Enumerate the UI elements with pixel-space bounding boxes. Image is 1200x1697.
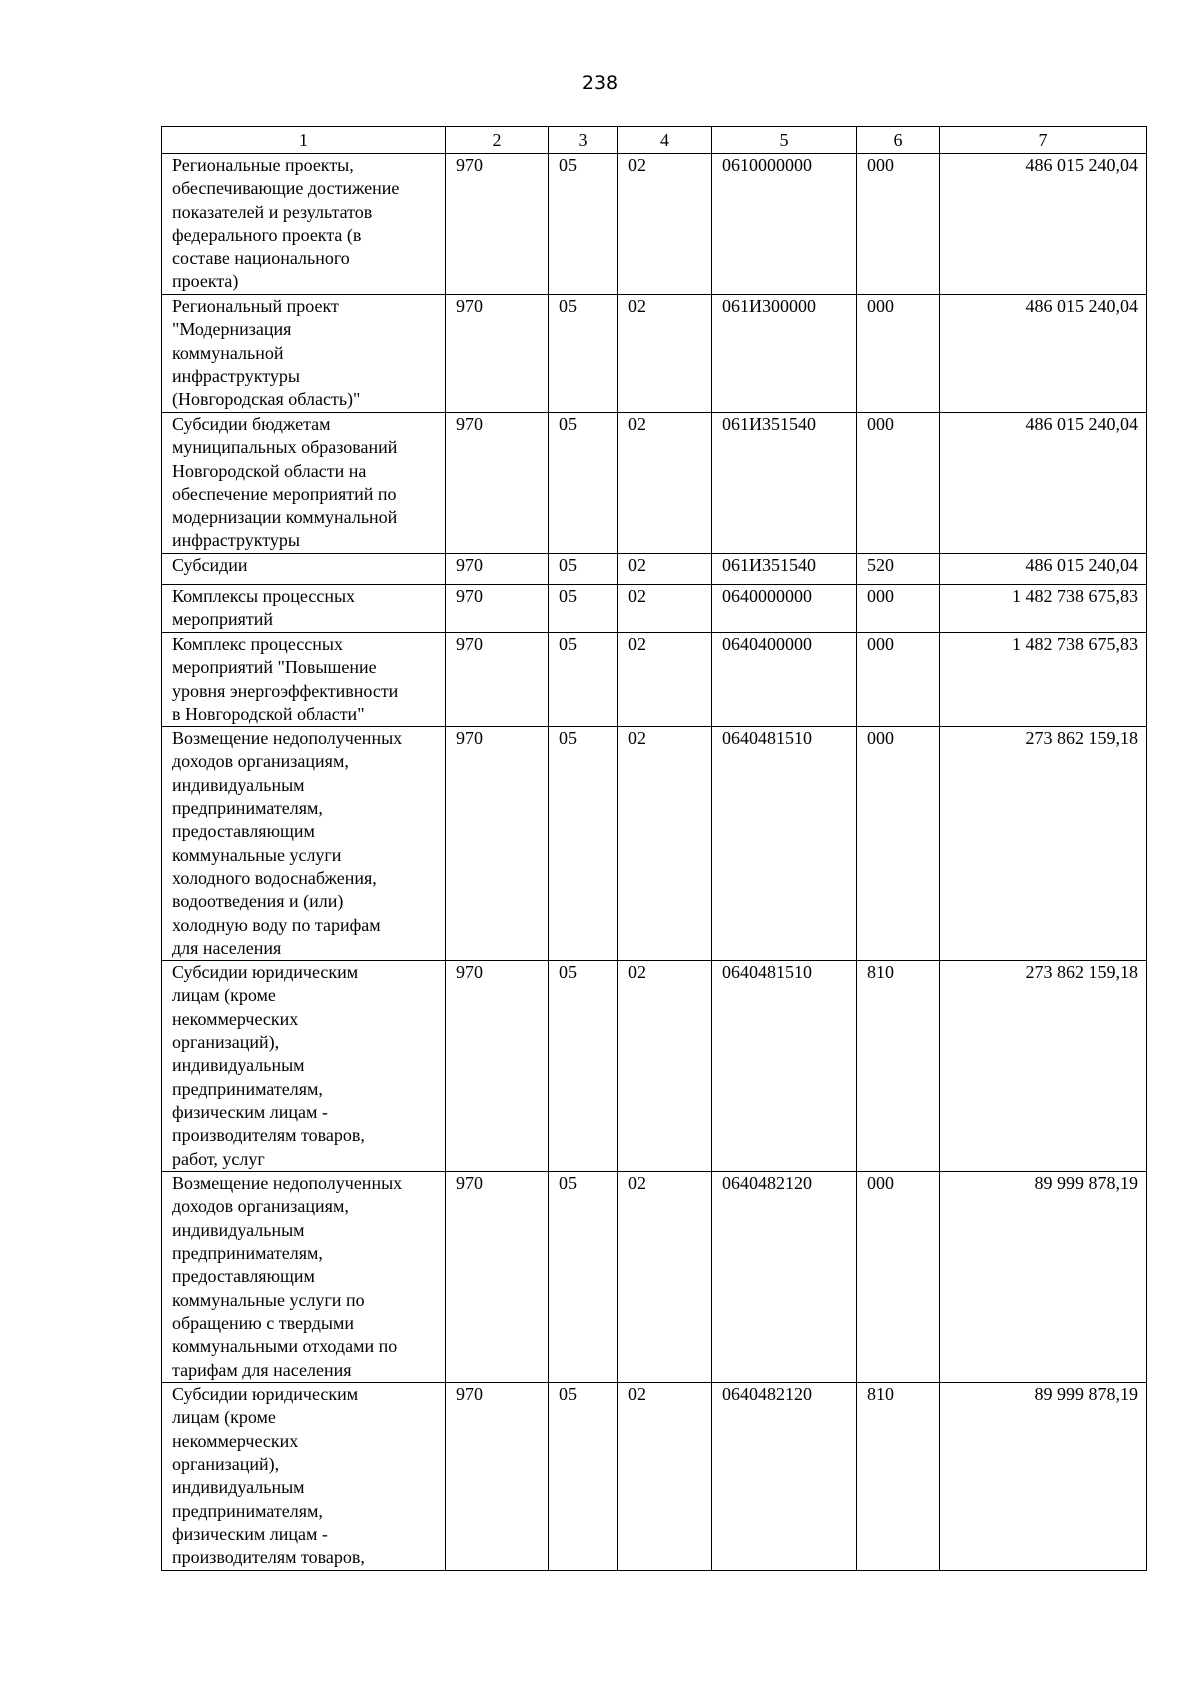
cell-col7: 486 015 240,04 [940,295,1147,413]
table-row [162,585,1147,633]
cell-col4: 02 [618,961,712,1172]
table-row [162,961,1147,1172]
cell-col7: 273 862 159,18 [940,961,1147,1172]
header-cell-1: 1 [162,127,446,154]
table-row [162,554,1147,585]
cell-col3: 05 [549,1172,618,1383]
row-name-line: коммунальные услуги [172,844,342,865]
table-row [162,633,1147,727]
row-name-line: производителям товаров, [172,1125,365,1146]
page-number: 238 [581,72,619,94]
row-name-line: показателей и результатов [172,201,373,222]
row-name-line: муниципальных образований [172,437,398,458]
row-name-line: Региональные проекты, [172,155,354,175]
cell-col4: 02 [618,727,712,961]
row-name-line: коммунальные услуги по [172,1289,365,1310]
cell-col3: 05 [549,295,618,413]
cell-col7: 273 862 159,18 [940,727,1147,961]
row-name-line: холодную воду по тарифам [172,914,381,935]
cell-col5: 0640000000 [712,585,857,633]
budget-table [161,126,1147,1571]
cell-col2: 970 [446,633,549,727]
row-name-cell [162,154,446,295]
row-name-line: Комплекс процессных [172,634,343,654]
row-name-line: обращению с твердыми [172,1312,354,1333]
cell-col4: 02 [618,154,712,295]
row-name-line: некоммерческих [172,1008,299,1029]
table-row [162,727,1147,961]
row-name-line: федерального проекта (в [172,224,362,245]
row-name-line: лицам (кроме [172,1407,276,1428]
row-name-cell [162,585,446,633]
cell-col7: 89 999 878,19 [940,1172,1147,1383]
row-name-line: Возмещение недополученных [172,728,403,749]
row-name-line: в Новгородской области" [172,703,365,724]
row-name-cell [162,633,446,727]
cell-col5: 061И300000 [712,295,857,413]
row-name-line: инфраструктуры [172,530,300,551]
cell-col3: 05 [549,961,618,1172]
row-name-line: Субсидии юридическим [172,1384,359,1405]
cell-col2: 970 [446,413,549,554]
row-name-line: холодного водоснабжения, [172,867,377,888]
cell-col7: 1 482 738 675,83 [940,633,1147,727]
row-name-line: (Новгородская область)" [172,389,361,410]
row-name-line: Субсидии юридическим [172,962,359,983]
row-name-line: доходов организациям, [172,751,349,772]
row-name-line: организаций), [172,1032,280,1053]
row-name-line: предоставляющим [172,821,315,842]
cell-col6: 000 [857,295,940,413]
row-name-line: обеспечивающие достижение [172,178,400,199]
row-name-line: Новгородской области на [172,460,367,481]
cell-col5: 0610000000 [712,154,857,295]
cell-col3: 05 [549,554,618,585]
header-cell-4: 4 [618,127,712,154]
row-name-line: физическим лицам - [172,1523,328,1544]
cell-col3: 05 [549,727,618,961]
row-name-line: предпринимателям, [172,798,323,819]
header-cell-7: 7 [940,127,1147,154]
table-row [162,295,1147,413]
row-name-cell [162,295,446,413]
header-cell-6: 6 [857,127,940,154]
cell-col4: 02 [618,295,712,413]
table-row [162,1383,1147,1571]
header-cell-2: 2 [446,127,549,154]
row-name-line: водоотведения и (или) [172,891,344,912]
cell-col6: 810 [857,1383,940,1571]
row-name-line: физическим лицам - [172,1101,328,1122]
row-name-line: предпринимателям, [172,1500,323,1521]
cell-col7: 486 015 240,04 [940,554,1147,585]
cell-col4: 02 [618,1172,712,1383]
cell-col6: 000 [857,413,940,554]
cell-col5: 0640481510 [712,727,857,961]
row-name-line: Субсидии бюджетам [172,414,331,434]
row-name-line: Региональный проект [172,296,339,316]
table-row [162,154,1147,295]
row-name-cell [162,1383,446,1571]
row-name-line: доходов организациям, [172,1196,349,1217]
cell-col3: 05 [549,154,618,295]
row-name-line: мероприятий "Повышение [172,657,377,678]
row-name-line: уровня энергоэффективности [172,680,399,701]
row-name-line: проекта) [172,271,239,292]
row-name-line: индивидуальным [172,1219,305,1240]
cell-col7: 1 482 738 675,83 [940,585,1147,633]
cell-col7: 486 015 240,04 [940,154,1147,295]
cell-col4: 02 [618,585,712,633]
table-row [162,1172,1147,1383]
row-name-line: Субсидии [172,555,248,575]
row-name-line: индивидуальным [172,1055,305,1076]
row-name-cell [162,1172,446,1383]
row-name-cell [162,727,446,961]
row-name-line: мероприятий [172,609,274,630]
row-name-line: Возмещение недополученных [172,1173,403,1194]
table-row [162,413,1147,554]
row-name-line: обеспечение мероприятий по [172,483,397,504]
row-name-line: лицам (кроме [172,985,276,1006]
row-name-line: инфраструктуры [172,365,300,386]
cell-col2: 970 [446,961,549,1172]
table-body [162,154,1147,1571]
cell-col2: 970 [446,295,549,413]
cell-col2: 970 [446,585,549,633]
cell-col6: 000 [857,727,940,961]
header-row [162,127,1147,154]
cell-col4: 02 [618,633,712,727]
cell-col2: 970 [446,727,549,961]
row-name-line: Комплексы процессных [172,586,356,606]
cell-col5: 061И351540 [712,554,857,585]
cell-col7: 89 999 878,19 [940,1383,1147,1571]
cell-col4: 02 [618,1383,712,1571]
row-name-line: составе национального [172,248,350,269]
row-name-cell [162,554,446,585]
row-name-line: предпринимателям, [172,1078,323,1099]
cell-col5: 061И351540 [712,413,857,554]
row-name-cell [162,961,446,1172]
cell-col7: 486 015 240,04 [940,413,1147,554]
row-name-line: организаций), [172,1454,280,1475]
row-name-line: предоставляющим [172,1266,315,1287]
row-name-line: производителям товаров, [172,1547,365,1568]
row-name-line: для населения [172,937,282,958]
row-name-line: некоммерческих [172,1430,299,1451]
cell-col3: 05 [549,585,618,633]
cell-col5: 0640400000 [712,633,857,727]
row-name-line: коммунальными отходами по [172,1336,398,1357]
row-name-line: работ, услуг [172,1148,265,1169]
cell-col2: 970 [446,1383,549,1571]
cell-col6: 000 [857,1172,940,1383]
header-cell-3: 3 [549,127,618,154]
header-cell-5: 5 [712,127,857,154]
cell-col6: 810 [857,961,940,1172]
cell-col6: 000 [857,633,940,727]
cell-col3: 05 [549,1383,618,1571]
cell-col5: 0640482120 [712,1172,857,1383]
row-name-line: индивидуальным [172,1477,305,1498]
row-name-line: коммунальной [172,342,284,363]
row-name-line: "Модернизация [172,319,292,340]
cell-col4: 02 [618,554,712,585]
cell-col5: 0640482120 [712,1383,857,1571]
cell-col2: 970 [446,1172,549,1383]
cell-col6: 520 [857,554,940,585]
cell-col2: 970 [446,154,549,295]
row-name-line: модернизации коммунальной [172,507,398,528]
row-name-cell [162,413,446,554]
cell-col2: 970 [446,554,549,585]
cell-col6: 000 [857,585,940,633]
row-name-line: индивидуальным [172,774,305,795]
cell-col3: 05 [549,413,618,554]
cell-col4: 02 [618,413,712,554]
row-name-line: предпринимателям, [172,1243,323,1264]
cell-col3: 05 [549,633,618,727]
cell-col6: 000 [857,154,940,295]
row-name-line: тарифам для населения [172,1359,352,1380]
cell-col5: 0640481510 [712,961,857,1172]
